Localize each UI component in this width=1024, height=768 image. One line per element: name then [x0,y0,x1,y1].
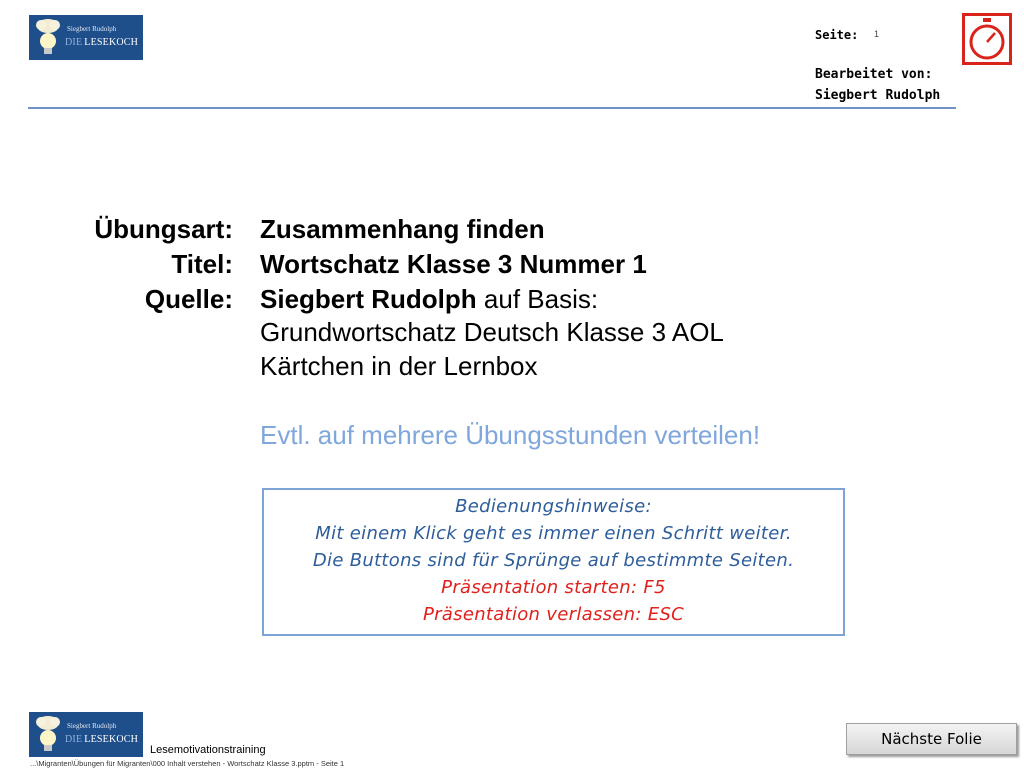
logo-author-text: Siegbert Rudolph [67,25,117,33]
source-author: Siegbert Rudolph [260,284,477,314]
stopwatch-icon[interactable] [962,13,1012,65]
instructions-box [262,488,845,636]
quit-shortcut-text: Präsentation verlassen: ESC [422,604,685,625]
chef-hat-bulb-icon [33,714,63,754]
title-label: Titel: [171,249,233,279]
source-line-2: Grundwortschatz Deutsch Klasse 3 AOL [260,317,724,347]
exercise-type-value: Zusammenhang finden [260,214,545,244]
header-divider [28,107,956,109]
edited-by-label: Bearbeitet von: [815,67,933,82]
logo-brand-text: LESEKOCH [84,734,139,745]
footer-label: Lesemotivationstraining [150,744,266,756]
source-suffix: auf Basis: [483,284,599,314]
instructions-line-1: Mit einem Klick geht es immer einen Schritt weiter. [315,523,792,544]
source-label: Quelle: [144,284,233,314]
hint-text: Evtl. auf mehrere Übungsstunden verteilen! [260,420,761,450]
logo-brand-text: LESEKOCH [84,37,139,48]
instructions-line-2: Die Buttons sind für Sprünge auf bestimmte Seiten. [312,550,795,571]
source-line-3: Kärtchen in der Lernbox [260,351,538,381]
footer-lesekoch-logo [29,712,143,757]
chef-hat-bulb-icon [33,17,63,57]
logo-prefix: DIE [65,37,83,48]
instructions-heading: Bedienungshinweise: [455,496,652,517]
logo-brand [65,734,138,745]
page-number: 1 [874,29,880,39]
page-label: Seite: [815,28,859,42]
author-name: Siegbert Rudolph [815,88,941,103]
logo-brand [65,37,138,48]
next-slide-button[interactable]: Nächste Folie [846,723,1017,755]
source-line-1 [260,284,598,315]
title-value: Wortschatz Klasse 3 Nummer 1 [260,249,647,279]
start-shortcut-text: Präsentation starten: F5 [441,577,666,598]
logo-author-text: Siegbert Rudolph [67,722,117,730]
lesekoch-logo [29,15,143,60]
footer-file-path: ...\Migranten\Übungen für Migranten\000 Inhalt verstehen - Wortschatz Klasse 3.pptm - Seite 1 [30,759,345,768]
exercise-type-label: Übungsart: [94,214,233,244]
logo-prefix: DIE [65,734,83,745]
